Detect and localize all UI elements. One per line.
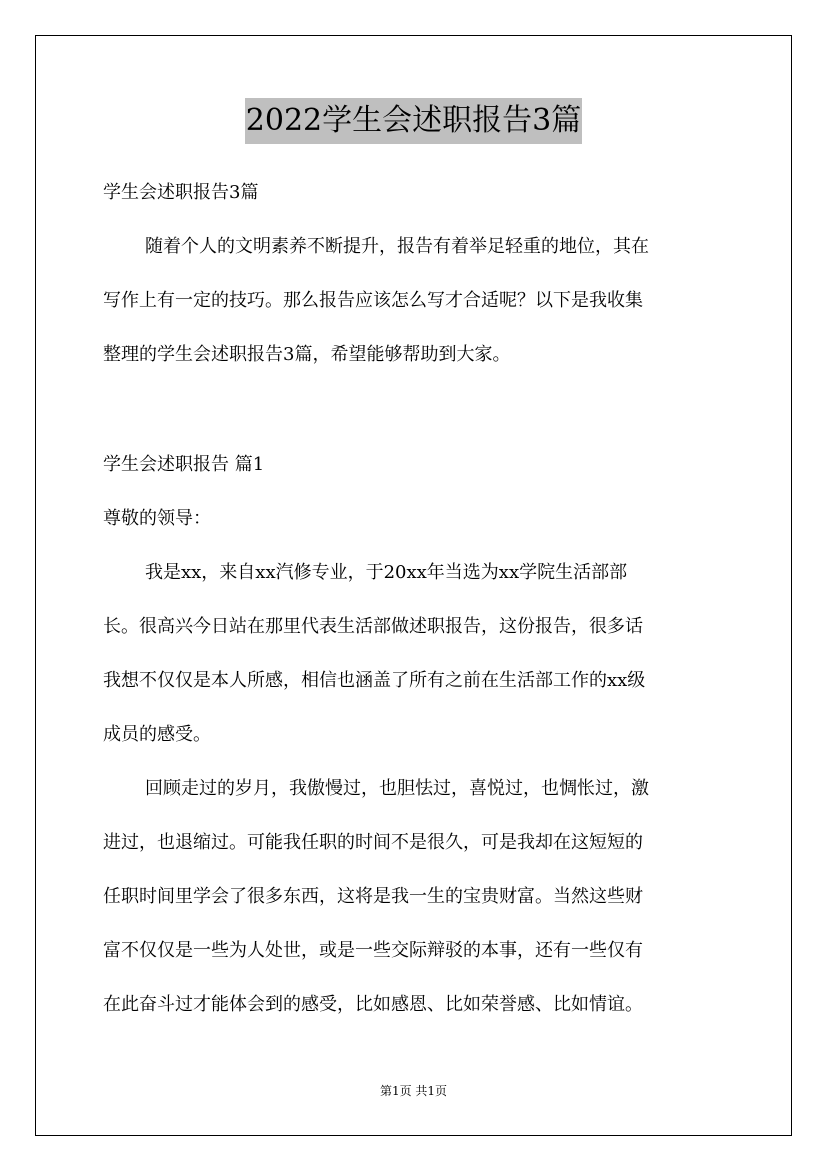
paragraph-line: 富不仅仅是一些为人处世，或是一些交际辩驳的本事，还有一些仅有 — [103, 940, 643, 961]
paragraph-line: 写作上有一定的技巧。那么报告应该怎么写才合适呢？以下是我收集 — [103, 290, 643, 311]
subtitle-line: 学生会述职报告3篇 — [103, 182, 259, 203]
salutation-line: 尊敬的领导： — [103, 508, 211, 529]
section-heading: 学生会述职报告 篇1 — [103, 454, 265, 475]
paragraph-line: 成员的感受。 — [103, 724, 211, 745]
paragraph-line: 整理的学生会述职报告3篇，希望能够帮助到大家。 — [103, 344, 511, 365]
paragraph-line: 随着个人的文明素养不断提升，报告有着举足轻重的地位，其在 — [145, 236, 649, 257]
paragraph-line: 在此奋斗过才能体会到的感受，比如感恩、比如荣誉感、比如情谊。 — [103, 994, 643, 1015]
paragraph-line: 我是xx，来自xx汽修专业，于20xx年当选为xx学院生活部部 — [145, 562, 628, 583]
paragraph-line: 任职时间里学会了很多东西，这将是我一生的宝贵财富。当然这些财 — [103, 886, 643, 907]
document-title: 2022学生会述职报告3篇 — [245, 98, 582, 144]
paragraph-line: 长。很高兴今日站在那里代表生活部做述职报告，这份报告，很多话 — [103, 616, 643, 637]
paragraph-line: 进过，也退缩过。可能我任职的时间不是很久，可是我却在这短短的 — [103, 832, 643, 853]
title-container — [0, 98, 827, 144]
paragraph-line: 我想不仅仅是本人所感，相信也涵盖了所有之前在生活部工作的xx级 — [103, 670, 646, 691]
paragraph-line: 回顾走过的岁月，我傲慢过，也胆怯过，喜悦过，也惆怅过，激 — [145, 778, 649, 799]
page-footer: 第1页 共1页 — [379, 1084, 448, 1098]
